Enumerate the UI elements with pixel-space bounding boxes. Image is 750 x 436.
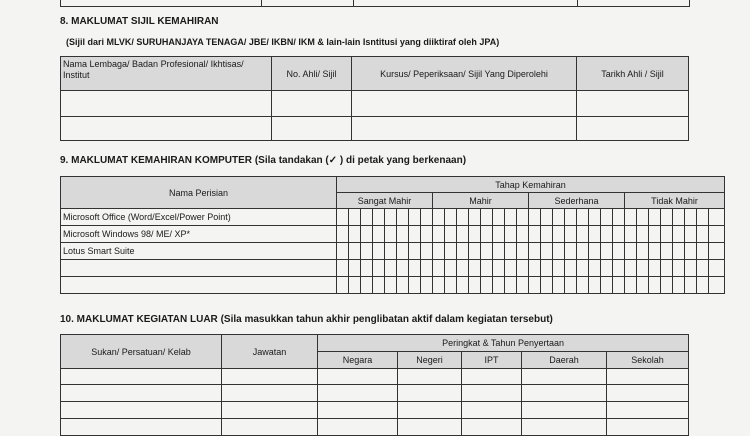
input-cell[interactable] — [577, 117, 689, 141]
checkbox-cell[interactable] — [361, 260, 373, 277]
checkbox-cell[interactable] — [493, 277, 505, 294]
section-8-title: 8. MAKLUMAT SIJIL KEMAHIRAN — [60, 16, 219, 27]
checkbox-cell[interactable] — [637, 209, 649, 226]
input-cell[interactable] — [522, 385, 607, 402]
checkbox-cell[interactable] — [361, 226, 373, 243]
checkbox-cell[interactable] — [373, 226, 385, 243]
checkbox-cell[interactable] — [421, 260, 433, 277]
section-10-title-text: 10. MAKLUMAT KEGIATAN LUAR — [60, 314, 218, 325]
checkbox-cell[interactable] — [709, 277, 725, 294]
checkbox-cell[interactable] — [361, 243, 373, 260]
checkbox-cell[interactable] — [505, 209, 517, 226]
checkbox-cell[interactable] — [589, 209, 601, 226]
checkbox-cell[interactable] — [541, 243, 553, 260]
checkbox-cell[interactable] — [373, 209, 385, 226]
section-8-subtitle: (Sijil dari MLVK/ SURUHANJAYA TENAGA/ JBE/ IKBN/ IKM & lain-lain Isntitusi yang diiktiraf oleh JPA) — [66, 37, 500, 47]
checkbox-cell[interactable] — [517, 226, 529, 243]
checkbox-cell[interactable] — [493, 209, 505, 226]
checkbox-cell[interactable] — [445, 209, 457, 226]
section-10-title — [60, 314, 553, 325]
checkbox-cell[interactable] — [373, 277, 385, 294]
level-not-skilled: Tidak Mahir — [625, 193, 725, 209]
input-cell[interactable] — [607, 419, 689, 436]
checkbox-cell[interactable] — [625, 277, 637, 294]
column-header-course: Kursus/ Peperiksaan/ Sijil Yang Diperolehi — [352, 57, 577, 91]
checkbox-cell[interactable] — [673, 209, 685, 226]
checkbox-cell[interactable] — [529, 260, 541, 277]
table-row — [61, 385, 689, 402]
checkbox-cell[interactable] — [385, 226, 397, 243]
checkbox-cell[interactable] — [421, 226, 433, 243]
section-9-title — [60, 155, 466, 166]
input-cell[interactable] — [61, 419, 222, 436]
checkbox-cell[interactable] — [337, 260, 349, 277]
checkbox-cell[interactable] — [685, 260, 697, 277]
input-cell[interactable] — [462, 419, 522, 436]
level-school: Sekolah — [607, 352, 689, 369]
checkbox-cell[interactable] — [397, 277, 409, 294]
checkbox-cell[interactable] — [481, 243, 493, 260]
checkbox-cell[interactable] — [481, 277, 493, 294]
checkbox-cell[interactable] — [625, 260, 637, 277]
column-header-member-no: No. Ahli/ Sijil — [272, 57, 352, 91]
checkbox-cell[interactable] — [493, 243, 505, 260]
checkbox-cell[interactable] — [577, 243, 589, 260]
checkbox-cell[interactable] — [433, 260, 445, 277]
column-header-position: Jawatan — [222, 335, 318, 369]
checkbox-cell[interactable] — [697, 209, 709, 226]
checkbox-cell[interactable] — [481, 209, 493, 226]
column-header-institution: Nama Lembaga/ Badan Profesional/ Ikhtisas/ Institut — [61, 57, 272, 91]
checkbox-cell[interactable] — [409, 209, 421, 226]
input-cell[interactable] — [607, 369, 689, 385]
checkbox-cell[interactable] — [589, 277, 601, 294]
level-district: Daerah — [522, 352, 607, 369]
checkbox-cell[interactable] — [349, 277, 361, 294]
checkbox-cell[interactable] — [613, 226, 625, 243]
checkbox-cell[interactable] — [433, 277, 445, 294]
checkbox-cell[interactable] — [601, 226, 613, 243]
checkbox-cell[interactable] — [541, 277, 553, 294]
input-cell[interactable] — [222, 402, 318, 419]
checkbox-cell[interactable] — [553, 260, 565, 277]
checkbox-cell[interactable] — [697, 277, 709, 294]
checkbox-cell[interactable] — [565, 243, 577, 260]
input-cell[interactable] — [462, 402, 522, 419]
checkbox-cell[interactable] — [385, 243, 397, 260]
table-row — [61, 402, 689, 419]
checkbox-cell[interactable] — [421, 243, 433, 260]
checkbox-cell[interactable] — [649, 277, 661, 294]
checkbox-cell[interactable] — [685, 277, 697, 294]
checkbox-cell[interactable] — [625, 209, 637, 226]
checkbox-cell[interactable] — [529, 209, 541, 226]
checkbox-cell[interactable] — [397, 243, 409, 260]
checkbox-cell[interactable] — [589, 260, 601, 277]
checkbox-cell[interactable] — [481, 260, 493, 277]
checkbox-cell[interactable] — [361, 209, 373, 226]
table-row — [61, 226, 725, 243]
input-cell[interactable] — [61, 385, 222, 402]
checkbox-cell[interactable] — [709, 209, 725, 226]
outside-activity-table — [60, 334, 689, 436]
column-header-software: Nama Perisian — [61, 177, 337, 209]
checkbox-cell[interactable] — [529, 226, 541, 243]
checkbox-cell[interactable] — [517, 243, 529, 260]
checkbox-cell[interactable] — [505, 243, 517, 260]
checkbox-cell[interactable] — [565, 226, 577, 243]
input-cell[interactable] — [272, 91, 352, 117]
input-cell[interactable] — [61, 369, 222, 385]
checkbox-cell[interactable] — [673, 260, 685, 277]
checkbox-cell[interactable] — [337, 209, 349, 226]
checkbox-cell[interactable] — [337, 226, 349, 243]
checkbox-cell[interactable] — [541, 260, 553, 277]
software-lotus: Lotus Smart Suite — [61, 243, 337, 260]
skill-certificate-table — [60, 56, 689, 141]
input-cell[interactable] — [222, 369, 318, 385]
input-cell[interactable] — [222, 419, 318, 436]
checkbox-cell[interactable] — [457, 209, 469, 226]
level-national: Negara — [318, 352, 398, 369]
checkbox-cell[interactable] — [673, 226, 685, 243]
software-ms-windows: Microsoft Windows 98/ ME/ XP* — [61, 226, 337, 243]
input-cell[interactable] — [577, 91, 689, 117]
checkbox-cell[interactable] — [469, 260, 481, 277]
input-cell[interactable] — [61, 91, 272, 117]
checkbox-cell[interactable] — [469, 226, 481, 243]
checkbox-cell[interactable] — [709, 243, 725, 260]
checkbox-cell[interactable] — [697, 243, 709, 260]
checkbox-cell[interactable] — [565, 277, 577, 294]
input-cell[interactable] — [522, 419, 607, 436]
checkbox-cell[interactable] — [529, 243, 541, 260]
checkbox-cell[interactable] — [673, 243, 685, 260]
input-cell[interactable] — [462, 385, 522, 402]
checkbox-cell[interactable] — [457, 243, 469, 260]
table-row — [61, 277, 725, 294]
checkbox-cell[interactable] — [349, 243, 361, 260]
checkbox-cell[interactable] — [577, 226, 589, 243]
software-blank[interactable] — [61, 277, 337, 294]
checkbox-cell[interactable] — [349, 226, 361, 243]
checkbox-cell[interactable] — [673, 277, 685, 294]
input-cell[interactable] — [607, 402, 689, 419]
input-cell[interactable] — [61, 117, 272, 141]
table-row — [61, 419, 689, 436]
checkbox-cell[interactable] — [637, 243, 649, 260]
checkbox-cell[interactable] — [457, 226, 469, 243]
checkbox-cell[interactable] — [661, 277, 673, 294]
checkbox-cell[interactable] — [661, 226, 673, 243]
checkbox-cell[interactable] — [337, 243, 349, 260]
checkbox-cell[interactable] — [385, 277, 397, 294]
computer-skill-table — [60, 176, 725, 294]
checkbox-cell[interactable] — [685, 243, 697, 260]
checkbox-cell[interactable] — [601, 260, 613, 277]
checkbox-cell[interactable] — [409, 243, 421, 260]
checkbox-cell[interactable] — [445, 243, 457, 260]
checkbox-cell[interactable] — [529, 277, 541, 294]
checkbox-cell[interactable] — [481, 226, 493, 243]
checkbox-cell[interactable] — [553, 277, 565, 294]
checkbox-cell[interactable] — [505, 260, 517, 277]
checkbox-cell[interactable] — [577, 277, 589, 294]
checkbox-cell[interactable] — [661, 260, 673, 277]
checkbox-cell[interactable] — [385, 209, 397, 226]
checkbox-cell[interactable] — [697, 226, 709, 243]
checkbox-cell[interactable] — [541, 209, 553, 226]
checkbox-cell[interactable] — [625, 243, 637, 260]
checkbox-cell[interactable] — [385, 260, 397, 277]
checkbox-cell[interactable] — [577, 209, 589, 226]
input-cell[interactable] — [398, 402, 462, 419]
checkbox-cell[interactable] — [397, 226, 409, 243]
input-cell[interactable] — [398, 385, 462, 402]
checkbox-cell[interactable] — [445, 226, 457, 243]
checkbox-cell[interactable] — [397, 260, 409, 277]
checkbox-cell[interactable] — [409, 277, 421, 294]
input-cell[interactable] — [352, 91, 577, 117]
previous-table-bottom — [60, 0, 690, 7]
input-cell[interactable] — [222, 385, 318, 402]
input-cell[interactable] — [318, 402, 398, 419]
checkbox-cell[interactable] — [421, 209, 433, 226]
input-cell[interactable] — [61, 402, 222, 419]
checkbox-cell[interactable] — [649, 226, 661, 243]
checkbox-cell[interactable] — [565, 209, 577, 226]
input-cell[interactable] — [272, 117, 352, 141]
checkbox-cell[interactable] — [625, 226, 637, 243]
checkbox-cell[interactable] — [601, 243, 613, 260]
input-cell[interactable] — [398, 369, 462, 385]
input-cell[interactable] — [522, 402, 607, 419]
column-header-club: Sukan/ Persatuan/ Kelab — [61, 335, 222, 369]
checkbox-cell[interactable] — [661, 209, 673, 226]
checkbox-cell[interactable] — [613, 260, 625, 277]
section-9-title-text: 9. MAKLUMAT KEMAHIRAN KOMPUTER — [60, 155, 253, 166]
checkbox-cell[interactable] — [553, 209, 565, 226]
checkbox-cell[interactable] — [409, 226, 421, 243]
checkbox-cell[interactable] — [433, 209, 445, 226]
column-header-skill-level: Tahap Kemahiran — [337, 177, 725, 193]
checkbox-cell[interactable] — [517, 277, 529, 294]
checkbox-cell[interactable] — [589, 243, 601, 260]
checkbox-cell[interactable] — [601, 277, 613, 294]
checkbox-cell[interactable] — [709, 260, 725, 277]
level-skilled: Mahir — [433, 193, 529, 209]
table-row — [61, 260, 725, 277]
column-header-participation: Peringkat & Tahun Penyertaan — [318, 335, 689, 352]
checkbox-cell[interactable] — [649, 260, 661, 277]
level-state: Negeri — [398, 352, 462, 369]
table-row — [61, 369, 689, 385]
checkbox-cell[interactable] — [637, 260, 649, 277]
checkbox-cell[interactable] — [457, 277, 469, 294]
input-cell[interactable] — [607, 385, 689, 402]
table-row — [61, 91, 689, 117]
checkbox-cell[interactable] — [637, 226, 649, 243]
checkbox-cell[interactable] — [337, 277, 349, 294]
input-cell[interactable] — [318, 419, 398, 436]
checkbox-cell[interactable] — [685, 209, 697, 226]
checkbox-cell[interactable] — [361, 277, 373, 294]
software-blank[interactable] — [61, 260, 337, 277]
table-row — [61, 117, 689, 141]
checkbox-cell[interactable] — [709, 226, 725, 243]
checkbox-cell[interactable] — [637, 277, 649, 294]
table-row — [61, 243, 725, 260]
checkbox-cell[interactable] — [613, 209, 625, 226]
checkbox-cell[interactable] — [541, 226, 553, 243]
checkbox-cell[interactable] — [409, 260, 421, 277]
table-row — [61, 209, 725, 226]
checkbox-cell[interactable] — [469, 277, 481, 294]
checkbox-cell[interactable] — [577, 260, 589, 277]
checkbox-cell[interactable] — [505, 226, 517, 243]
checkbox-cell[interactable] — [565, 260, 577, 277]
checkbox-cell[interactable] — [349, 209, 361, 226]
checkbox-cell[interactable] — [493, 260, 505, 277]
checkbox-cell[interactable] — [517, 209, 529, 226]
checkbox-cell[interactable] — [373, 260, 385, 277]
input-cell[interactable] — [352, 117, 577, 141]
checkbox-cell[interactable] — [589, 226, 601, 243]
checkbox-cell[interactable] — [553, 243, 565, 260]
checkbox-cell[interactable] — [505, 277, 517, 294]
column-header-date: Tarikh Ahli / Sijil — [577, 57, 689, 91]
checkbox-cell[interactable] — [433, 226, 445, 243]
section-10-title-note: (Sila masukkan tahun akhir penglibatan aktif dalam kegiatan tersebut) — [220, 314, 553, 325]
checkbox-cell[interactable] — [517, 260, 529, 277]
checkbox-cell[interactable] — [373, 243, 385, 260]
checkbox-cell[interactable] — [661, 243, 673, 260]
input-cell[interactable] — [398, 419, 462, 436]
checkbox-cell[interactable] — [613, 277, 625, 294]
software-ms-office: Microsoft Office (Word/Excel/Power Point) — [61, 209, 337, 226]
level-ipt: IPT — [462, 352, 522, 369]
section-9-title-note: (Sila tandakan (✓ ) di petak yang berkenaan) — [254, 155, 467, 166]
checkbox-cell[interactable] — [685, 226, 697, 243]
checkbox-cell[interactable] — [445, 277, 457, 294]
input-cell[interactable] — [318, 369, 398, 385]
checkbox-cell[interactable] — [433, 243, 445, 260]
level-very-skilled: Sangat Mahir — [337, 193, 433, 209]
checkbox-cell[interactable] — [349, 260, 361, 277]
checkbox-cell[interactable] — [469, 243, 481, 260]
checkbox-cell[interactable] — [601, 209, 613, 226]
checkbox-cell[interactable] — [613, 243, 625, 260]
checkbox-cell[interactable] — [445, 260, 457, 277]
checkbox-cell[interactable] — [493, 226, 505, 243]
checkbox-cell[interactable] — [649, 209, 661, 226]
checkbox-cell[interactable] — [457, 260, 469, 277]
input-cell[interactable] — [462, 369, 522, 385]
checkbox-cell[interactable] — [397, 209, 409, 226]
checkbox-cell[interactable] — [649, 243, 661, 260]
checkbox-cell[interactable] — [553, 226, 565, 243]
checkbox-cell[interactable] — [421, 277, 433, 294]
checkbox-cell[interactable] — [469, 209, 481, 226]
level-moderate: Sederhana — [529, 193, 625, 209]
input-cell[interactable] — [318, 385, 398, 402]
checkbox-cell[interactable] — [697, 260, 709, 277]
input-cell[interactable] — [522, 369, 607, 385]
